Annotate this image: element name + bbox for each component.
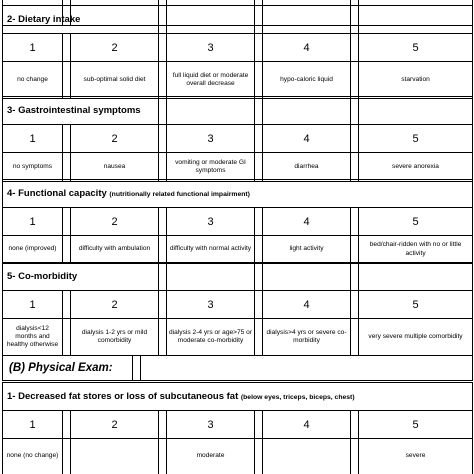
section-fat-stores: [2, 382, 473, 474]
score-3: 3: [167, 411, 255, 439]
score-2: 2: [71, 125, 159, 153]
description-3: dialysis 2-4 yrs or age>75 or moderate co-morbidity: [167, 319, 255, 356]
description-3: moderate: [167, 439, 255, 474]
description-2: difficulty with ambulation: [71, 236, 159, 264]
description-3: vomiting or moderate GI symptoms: [167, 153, 255, 182]
section-title: 1- Decreased fat stores or loss of subcutaneous fat: [7, 391, 239, 402]
section-dietary-intake: [2, 5, 473, 99]
section-note: (nutritionally related functional impairment): [109, 191, 250, 198]
description-3: difficulty with normal activity: [167, 236, 255, 264]
description-5: severe: [359, 439, 473, 474]
score-3: 3: [167, 125, 255, 153]
section-gastrointestinal-symptoms: [2, 96, 473, 182]
score-2: 2: [71, 291, 159, 319]
description-4: dialysis>4 yrs or severe co-morbidity: [263, 319, 351, 356]
description-1: none (improved): [3, 236, 63, 264]
score-3: 3: [167, 208, 255, 236]
description-3: full liquid diet or moderate overall decrease: [167, 62, 255, 99]
physical-exam-title: (B) Physical Exam:: [3, 356, 133, 381]
description-2: [71, 439, 159, 474]
section-title: 2- Dietary intake: [3, 6, 159, 34]
description-1: no change: [3, 62, 63, 99]
description-2: nausea: [71, 153, 159, 182]
section-header: [3, 383, 473, 411]
score-4: 4: [263, 291, 351, 319]
score-5: 5: [359, 125, 473, 153]
score-5: 5: [359, 291, 473, 319]
score-2: 2: [71, 34, 159, 62]
description-5: bed/chair-ridden with no or little activity: [359, 236, 473, 264]
score-4: 4: [263, 34, 351, 62]
description-5: very severe multiple comorbidity: [359, 319, 473, 356]
score-2: 2: [71, 208, 159, 236]
description-2: dialysis 1-2 yrs or mild comorbidity: [71, 319, 159, 356]
section-header: [3, 180, 473, 208]
section-title: 5- Co-morbidity: [3, 263, 159, 291]
score-1: 1: [3, 208, 63, 236]
score-2: 2: [71, 411, 159, 439]
section-title: 4- Functional capacity: [7, 188, 107, 199]
score-1: 1: [3, 291, 63, 319]
description-4: [263, 439, 351, 474]
section-co-morbidity: [2, 262, 473, 356]
score-1: 1: [3, 125, 63, 153]
description-5: starvation: [359, 62, 473, 99]
section-functional-capacity: [2, 179, 473, 264]
description-1: dialysis<12 months and healthy otherwise: [3, 319, 63, 356]
description-1: none (no change): [3, 439, 63, 474]
score-5: 5: [359, 34, 473, 62]
score-1: 1: [3, 411, 63, 439]
section-title: 3- Gastrointestinal symptoms: [3, 97, 159, 125]
description-1: no symptoms: [3, 153, 63, 182]
section-note: (below eyes, triceps, biceps, chest): [240, 394, 355, 401]
score-4: 4: [263, 208, 351, 236]
description-5: severe anorexia: [359, 153, 473, 182]
score-5: 5: [359, 208, 473, 236]
description-4: diarrhea: [263, 153, 351, 182]
score-3: 3: [167, 291, 255, 319]
score-4: 4: [263, 411, 351, 439]
score-4: 4: [263, 125, 351, 153]
description-4: light activity: [263, 236, 351, 264]
score-1: 1: [3, 34, 63, 62]
score-5: 5: [359, 411, 473, 439]
description-2: sub-optimal solid diet: [71, 62, 159, 99]
score-3: 3: [167, 34, 255, 62]
description-4: hypo-caloric liquid: [263, 62, 351, 99]
physical-exam-header: [2, 355, 473, 381]
